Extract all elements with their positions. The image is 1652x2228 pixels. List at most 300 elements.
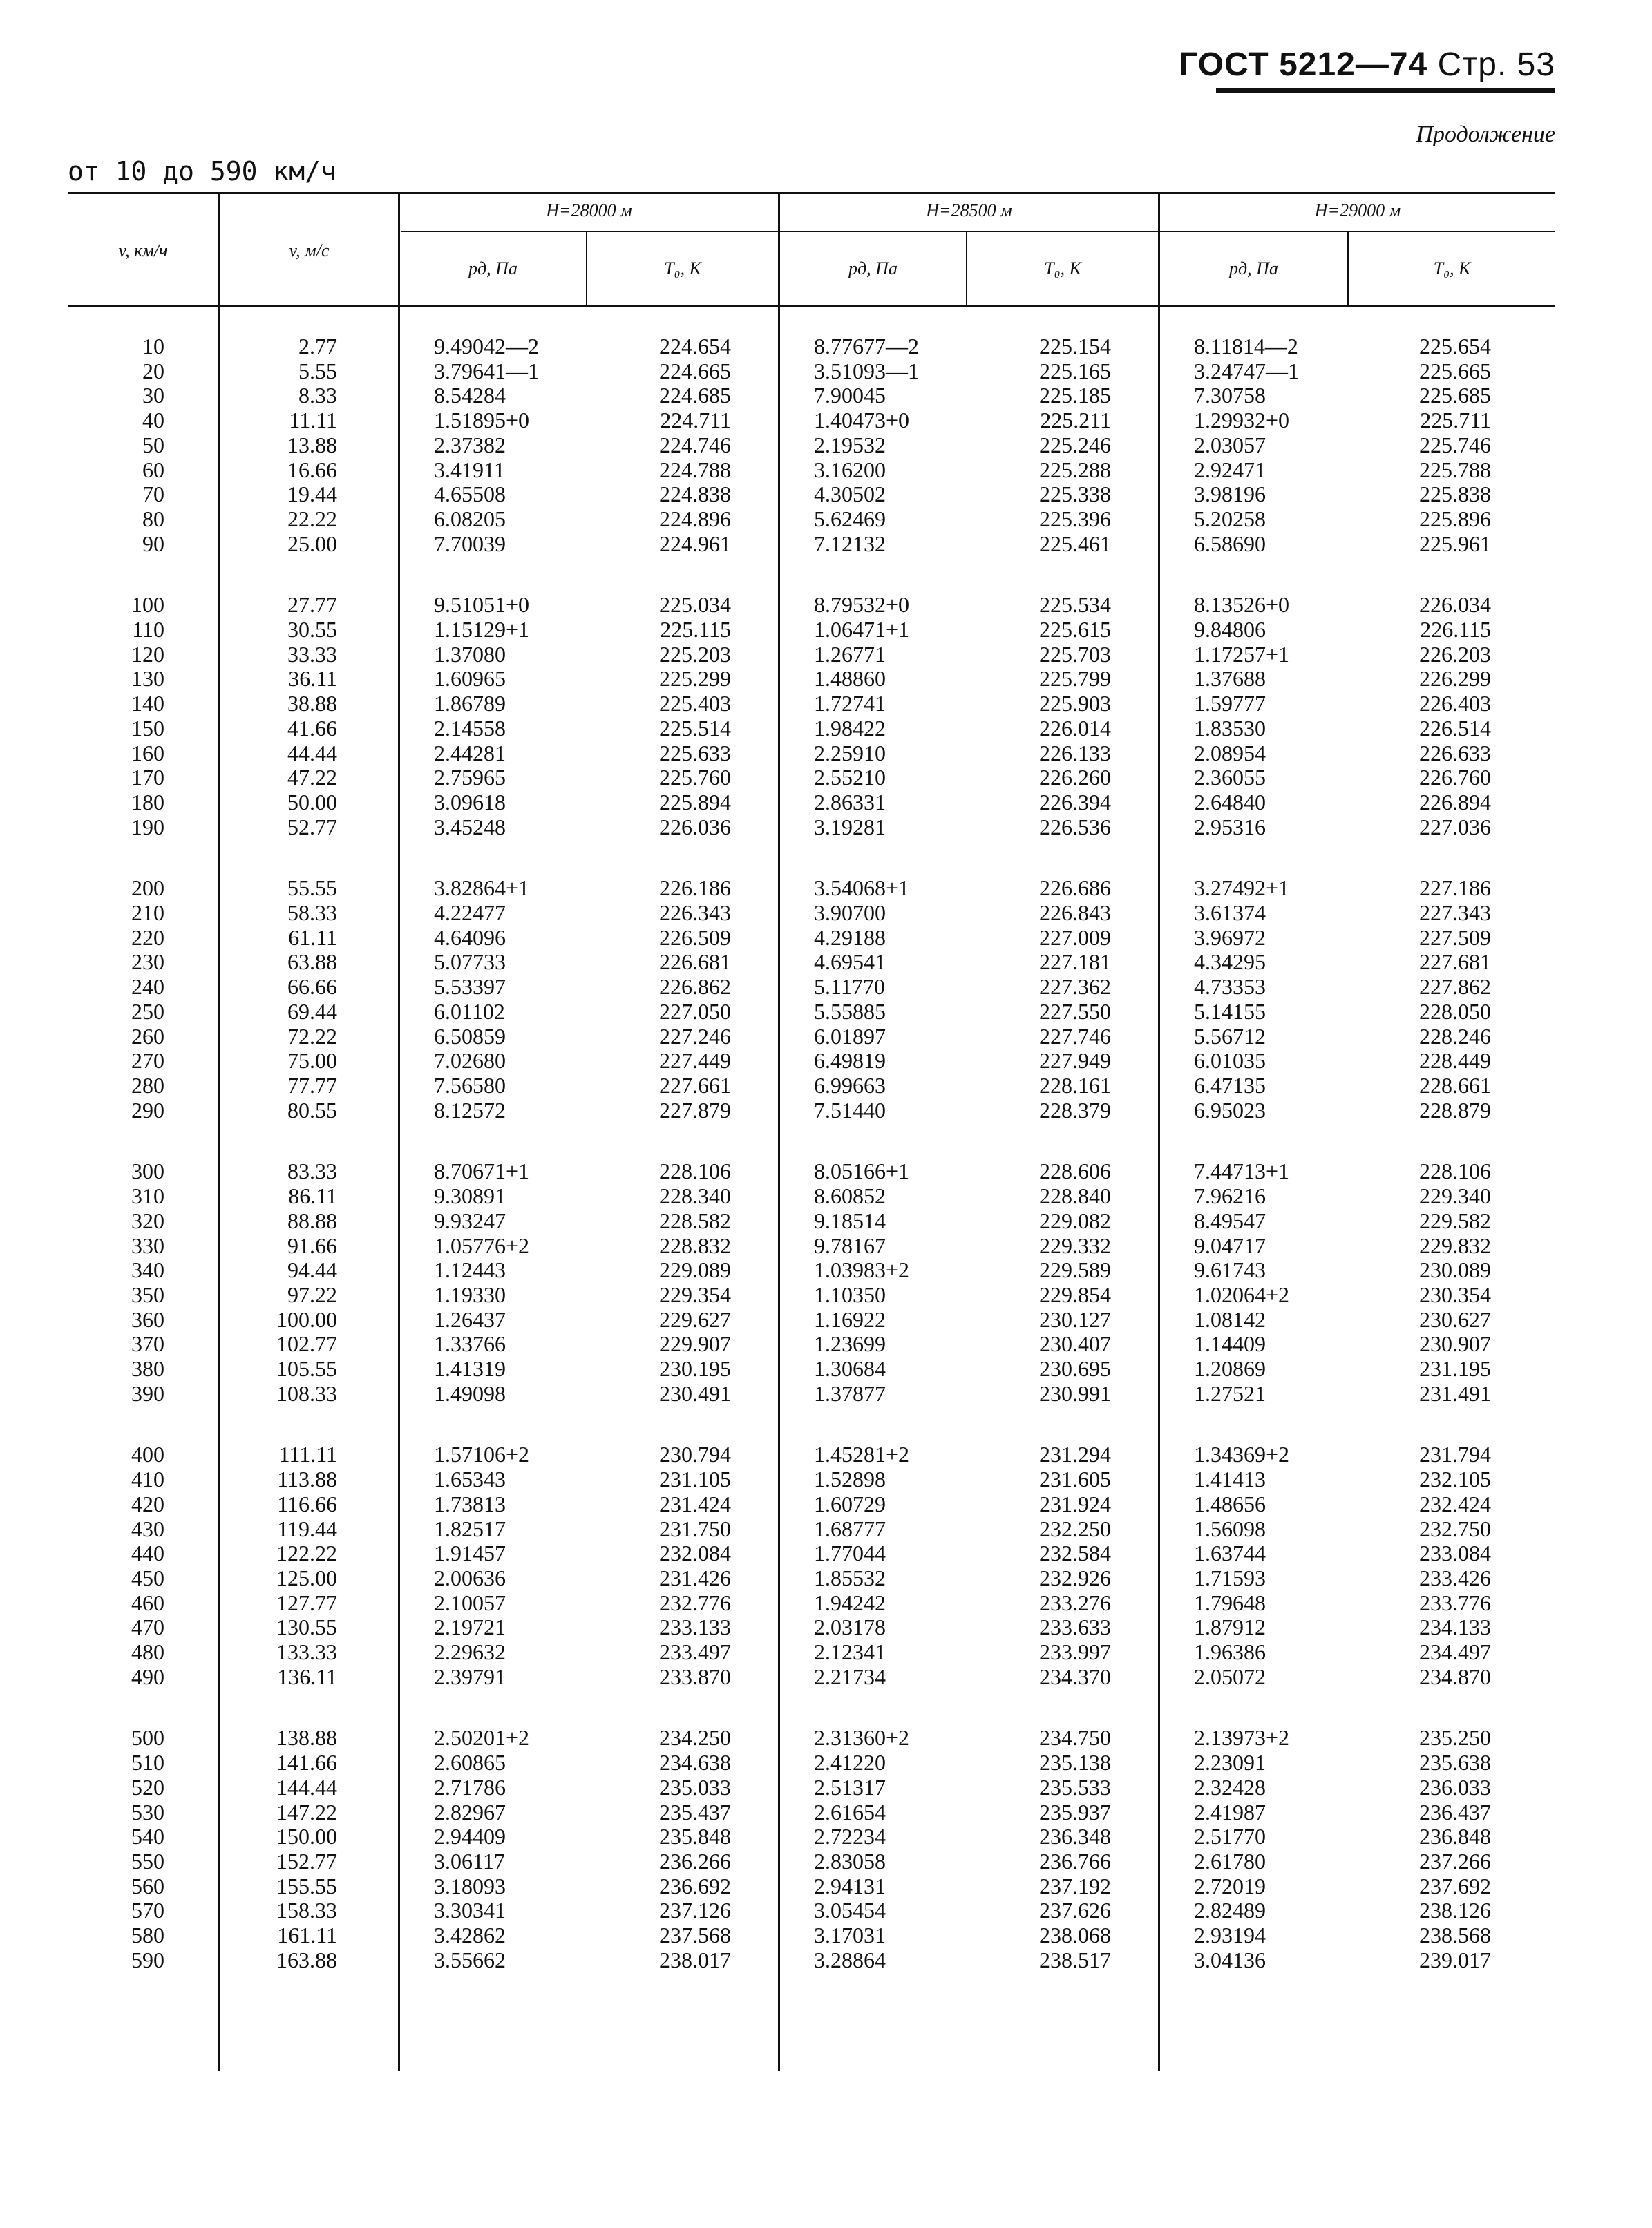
table-cell: 4.34295	[1194, 949, 1266, 975]
table-cell: 8.11814—2	[1194, 334, 1298, 359]
table-cell: 100	[131, 592, 164, 618]
table-cell: 5.07733	[434, 949, 506, 975]
table-cell: 228.246	[1419, 1023, 1491, 1049]
table-cell: 2.64840	[1194, 789, 1266, 815]
table-cell: 2.29632	[434, 1639, 506, 1665]
table-cell: 228.449	[1419, 1048, 1491, 1074]
row-group	[1387, 1159, 1491, 1406]
table-cell: 500	[131, 1725, 164, 1751]
table-cell: 226.862	[659, 974, 731, 1000]
continuation-label: Продолжение	[1416, 122, 1555, 147]
table-cell: 225.615	[1039, 617, 1111, 642]
table-cell: 233.997	[1039, 1639, 1111, 1665]
table-cell: 228.161	[1039, 1072, 1111, 1098]
table-cell: 2.77	[298, 334, 337, 359]
table-cell: 5.56712	[1194, 1023, 1266, 1049]
column-p-29000	[1194, 334, 1346, 2009]
table-cell: 270	[131, 1048, 164, 1074]
table-cell: 9.93247	[434, 1208, 506, 1233]
table-cell: 2.50201+2	[434, 1725, 530, 1751]
table-cell: 440	[131, 1541, 164, 1566]
table-cell: 1.91457	[434, 1541, 506, 1566]
table-cell: 3.17031	[814, 1923, 886, 1948]
table-cell: 6.50859	[434, 1023, 506, 1049]
table-cell: 225.154	[1039, 334, 1111, 359]
row-group	[1194, 1726, 1346, 1972]
table-cell: 470	[131, 1615, 164, 1640]
row-group	[1194, 593, 1346, 839]
table-cell: 8.70671+1	[434, 1159, 530, 1184]
table-cell: 1.73813	[434, 1491, 506, 1516]
table-cell: 3.41911	[434, 457, 505, 482]
table-cell: 3.55662	[434, 1947, 506, 1972]
table-cell: 8.49547	[1194, 1208, 1266, 1233]
row-group	[1387, 593, 1491, 839]
table-cell: 225.034	[659, 592, 731, 618]
table-cell: 2.37382	[434, 432, 506, 457]
table-cell: 160	[131, 740, 164, 765]
table-cell: 233.633	[1039, 1615, 1111, 1640]
table-cell: 226.014	[1039, 715, 1111, 741]
table-cell: 210	[131, 900, 164, 926]
table-cell: 3.79641—1	[434, 358, 539, 383]
table-cell: 225.534	[1039, 592, 1111, 618]
row-group	[434, 593, 586, 839]
table-cell: 6.58690	[1194, 531, 1266, 556]
table-cell: 226.633	[1419, 740, 1491, 765]
table-cell: 228.840	[1039, 1183, 1111, 1209]
data-table	[68, 192, 1555, 2071]
table-cell: 229.907	[659, 1331, 731, 1357]
table-cell: 91.66	[287, 1232, 337, 1258]
table-cell: 1.17257+1	[1194, 641, 1290, 667]
table-cell: 9.51051+0	[434, 592, 530, 618]
table-cell: 4.30502	[814, 482, 886, 507]
table-cell: 2.39791	[434, 1664, 506, 1689]
table-cell: 58.33	[287, 900, 337, 926]
col-divider	[1158, 192, 1160, 2071]
row-group	[1007, 1159, 1111, 1406]
table-cell: 225.788	[1419, 457, 1491, 482]
table-cell: 540	[131, 1824, 164, 1849]
table-cell: 226.394	[1039, 789, 1111, 815]
table-cell: 100.00	[276, 1306, 337, 1332]
table-cell: 1.94242	[814, 1590, 886, 1615]
table-cell: 8.13526+0	[1194, 592, 1290, 618]
table-cell: 3.05454	[814, 1898, 886, 1923]
table-cell: 238.068	[1039, 1923, 1111, 1948]
column-v-ms	[247, 334, 337, 2009]
table-cell: 6.49819	[814, 1048, 886, 1074]
table-cell: 66.66	[287, 974, 337, 1000]
table-cell: 36.11	[288, 666, 337, 692]
table-cell: 239.017	[1419, 1947, 1491, 1972]
table-cell: 225.633	[659, 740, 731, 765]
table-cell: 234.638	[659, 1750, 731, 1775]
table-cell: 150.00	[276, 1824, 337, 1849]
table-cell: 237.266	[1419, 1848, 1491, 1874]
table-cell: 1.85532	[814, 1565, 886, 1590]
table-cell: 220	[131, 924, 164, 950]
table-cell: 227.509	[1419, 924, 1491, 950]
row-group	[95, 1443, 164, 1689]
table-cell: 226.536	[1039, 814, 1111, 839]
row-group	[1194, 876, 1346, 1123]
table-cell: 233.133	[659, 1615, 731, 1640]
col-divider	[778, 192, 780, 2071]
header-rule	[1216, 88, 1555, 93]
table-cell: 227.661	[659, 1072, 731, 1098]
table-cell: 227.246	[659, 1023, 731, 1049]
row-group	[247, 876, 337, 1123]
table-cell: 228.379	[1039, 1097, 1111, 1123]
table-cell: 9.04717	[1194, 1232, 1266, 1258]
table-cell: 360	[131, 1306, 164, 1332]
table-cell: 225.246	[1039, 432, 1111, 457]
table-cell: 2.31360+2	[814, 1725, 910, 1751]
table-cell: 225.396	[1039, 506, 1111, 531]
table-cell: 224.665	[659, 358, 731, 383]
table-cell: 163.88	[276, 1947, 337, 1972]
table-cell: 7.56580	[434, 1072, 506, 1098]
table-cell: 105.55	[276, 1356, 337, 1382]
table-cell: 225.115	[660, 617, 731, 642]
table-cell: 6.95023	[1194, 1097, 1266, 1123]
table-cell: 226.133	[1039, 740, 1111, 765]
table-cell: 3.82864+1	[434, 875, 530, 901]
table-cell: 490	[131, 1664, 164, 1689]
standard-code: ГОСТ 5212—74	[1179, 46, 1428, 83]
table-cell: 227.343	[1419, 900, 1491, 926]
table-cell: 9.49042—2	[434, 334, 539, 359]
table-cell: 225.665	[1419, 358, 1491, 383]
header-p-3: pд, Па	[1229, 258, 1278, 278]
table-cell: 231.424	[659, 1491, 731, 1516]
table-cell: 460	[131, 1590, 164, 1615]
table-cell: 236.766	[1039, 1848, 1111, 1874]
table-cell: 2.03178	[814, 1615, 886, 1640]
table-cell: 200	[131, 875, 164, 901]
table-cell: 4.64096	[434, 924, 506, 950]
table-cell: 1.56098	[1194, 1516, 1266, 1541]
table-cell: 228.606	[1039, 1159, 1111, 1184]
table-cell: 2.75965	[434, 765, 506, 790]
table-cell: 231.294	[1039, 1442, 1111, 1467]
table-cell: 237.568	[659, 1923, 731, 1948]
table-cell: 229.354	[659, 1282, 731, 1307]
table-cell: 2.71786	[434, 1774, 506, 1800]
row-group	[1007, 593, 1111, 839]
table-cell: 226.115	[1420, 617, 1491, 642]
table-cell: 229.340	[1419, 1183, 1491, 1209]
table-cell: 234.750	[1039, 1725, 1111, 1751]
table-cell: 225.299	[659, 666, 731, 692]
table-cell: 1.68777	[814, 1516, 886, 1541]
table-cell: 225.203	[659, 641, 731, 667]
table-cell: 3.27492+1	[1194, 875, 1290, 901]
table-cell: 147.22	[276, 1799, 337, 1825]
table-cell: 8.60852	[814, 1183, 886, 1209]
table-cell: 2.82489	[1194, 1898, 1266, 1923]
table-cell: 2.13973+2	[1194, 1725, 1290, 1751]
table-cell: 234.133	[1419, 1615, 1491, 1640]
table-cell: 1.26771	[814, 641, 886, 667]
row-group	[1007, 1443, 1111, 1689]
table-cell: 5.55	[298, 358, 337, 383]
table-cell: 88.88	[287, 1208, 337, 1233]
table-cell: 2.23091	[1194, 1750, 1266, 1775]
table-cell: 480	[131, 1639, 164, 1665]
table-cell: 119.44	[277, 1516, 337, 1541]
table-cell: 233.276	[1039, 1590, 1111, 1615]
table-cell: 1.14409	[1194, 1331, 1266, 1357]
table-cell: 2.14558	[434, 715, 506, 741]
table-cell: 2.32428	[1194, 1774, 1266, 1800]
table-cell: 238.126	[1419, 1898, 1491, 1923]
table-cell: 2.61654	[814, 1799, 886, 1825]
table-cell: 2.51770	[1194, 1824, 1266, 1849]
table-cell: 2.72019	[1194, 1873, 1266, 1898]
table-cell: 225.185	[1039, 383, 1111, 408]
table-cell: 224.961	[659, 531, 731, 556]
table-cell: 229.089	[659, 1257, 731, 1283]
table-cell: 1.40473+0	[814, 408, 910, 433]
table-cell: 229.082	[1039, 1208, 1111, 1233]
table-cell: 2.94409	[434, 1824, 506, 1849]
table-cell: 155.55	[276, 1873, 337, 1898]
table-cell: 260	[131, 1023, 164, 1049]
row-group	[434, 1159, 586, 1406]
table-cell: 7.96216	[1194, 1183, 1266, 1209]
table-cell: 8.12572	[434, 1097, 506, 1123]
table-cell: 237.126	[659, 1898, 731, 1923]
table-cell: 152.77	[276, 1848, 337, 1874]
table-cell: 9.78167	[814, 1232, 886, 1258]
table-cell: 3.96972	[1194, 924, 1266, 950]
table-cell: 144.44	[276, 1774, 337, 1800]
table-cell: 310	[131, 1183, 164, 1209]
table-cell: 6.08205	[434, 506, 506, 531]
table-cell: 237.692	[1419, 1873, 1491, 1898]
table-cell: 2.03057	[1194, 432, 1266, 457]
table-cell: 2.25910	[814, 740, 886, 765]
table-cell: 234.497	[1419, 1639, 1491, 1665]
header-t-1: T₀, К	[664, 258, 701, 278]
table-cell: 225.903	[1039, 691, 1111, 716]
table-cell: 3.16200	[814, 457, 886, 482]
table-cell: 141.66	[276, 1750, 337, 1775]
table-cell: 7.70039	[434, 531, 506, 556]
table-cell: 11.11	[289, 408, 337, 433]
table-cell: 122.22	[276, 1541, 337, 1566]
row-group	[627, 593, 731, 839]
table-cell: 25.00	[287, 531, 337, 556]
table-cell: 232.584	[1039, 1541, 1111, 1566]
table-cell: 233.084	[1419, 1541, 1491, 1566]
page-title	[1179, 46, 1555, 84]
table-cell: 40	[142, 408, 164, 433]
table-cell: 530	[131, 1799, 164, 1825]
table-cell: 1.72741	[814, 691, 886, 716]
row-group	[95, 876, 164, 1123]
row-group	[814, 334, 966, 556]
table-cell: 230.089	[1419, 1257, 1491, 1283]
table-cell: 225.703	[1039, 641, 1111, 667]
table-cell: 1.15129+1	[434, 617, 530, 642]
table-cell: 102.77	[276, 1331, 337, 1357]
table-cell: 3.98196	[1194, 482, 1266, 507]
table-cell: 232.776	[659, 1590, 731, 1615]
header-t-2: T₀, К	[1044, 258, 1081, 278]
table-cell: 3.06117	[434, 1848, 505, 1874]
table-cell: 1.20869	[1194, 1356, 1266, 1382]
table-cell: 2.92471	[1194, 457, 1266, 482]
table-top-rule	[68, 192, 1555, 194]
row-group	[247, 1159, 337, 1406]
table-cell: 580	[131, 1923, 164, 1948]
table-cell: 230.627	[1419, 1306, 1491, 1332]
table-cell: 224.788	[659, 457, 731, 482]
table-cell: 226.034	[1419, 592, 1491, 618]
table-cell: 1.71593	[1194, 1565, 1266, 1590]
table-cell: 235.033	[659, 1774, 731, 1800]
row-group	[247, 334, 337, 556]
table-cell: 3.51093—1	[814, 358, 919, 383]
table-cell: 3.24747—1	[1194, 358, 1299, 383]
table-cell: 225.711	[1420, 408, 1491, 433]
table-cell: 230.354	[1419, 1282, 1491, 1307]
table-cell: 4.29188	[814, 924, 886, 950]
table-cell: 231.426	[659, 1565, 731, 1590]
table-cell: 1.98422	[814, 715, 886, 741]
table-cell: 61.11	[288, 924, 337, 950]
table-cell: 233.426	[1419, 1565, 1491, 1590]
table-cell: 9.84806	[1194, 617, 1266, 642]
table-cell: 2.00636	[434, 1565, 506, 1590]
table-cell: 7.51440	[814, 1097, 886, 1123]
table-cell: 229.832	[1419, 1232, 1491, 1258]
table-cell: 133.33	[276, 1639, 337, 1665]
table-cell: 3.42862	[434, 1923, 506, 1948]
column-v-kmh	[95, 334, 164, 2009]
table-cell: 4.22477	[434, 900, 506, 926]
row-group	[1007, 334, 1111, 556]
table-cell: 510	[131, 1750, 164, 1775]
table-cell: 226.403	[1419, 691, 1491, 716]
table-cell: 10	[142, 334, 164, 359]
table-cell: 2.41220	[814, 1750, 886, 1775]
table-cell: 2.94131	[814, 1873, 886, 1898]
table-cell: 225.894	[659, 789, 731, 815]
table-cell: 110	[132, 617, 164, 642]
table-cell: 229.332	[1039, 1232, 1111, 1258]
table-cell: 38.88	[287, 691, 337, 716]
table-cell: 232.750	[1419, 1516, 1491, 1541]
table-cell: 227.879	[659, 1097, 731, 1123]
table-cell: 227.181	[1039, 949, 1111, 975]
table-cell: 1.02064+2	[1194, 1282, 1290, 1307]
table-cell: 75.00	[287, 1048, 337, 1074]
table-cell: 80	[142, 506, 164, 531]
table-cell: 228.879	[1419, 1097, 1491, 1123]
table-cell: 7.44713+1	[1194, 1159, 1290, 1184]
row-group	[627, 1726, 731, 1972]
table-cell: 550	[131, 1848, 164, 1874]
table-cell: 238.017	[659, 1947, 731, 1972]
row-group	[627, 876, 731, 1123]
table-cell: 72.22	[287, 1023, 337, 1049]
table-cell: 1.86789	[434, 691, 506, 716]
header-h-29000: H=29000 м	[1314, 200, 1401, 220]
table-cell: 225.211	[1040, 408, 1111, 433]
table-cell: 340	[131, 1257, 164, 1283]
row-group	[627, 334, 731, 556]
table-cell: 232.084	[659, 1541, 731, 1566]
table-cell: 125.00	[276, 1565, 337, 1590]
table-cell: 77.77	[287, 1072, 337, 1098]
table-cell: 227.862	[1419, 974, 1491, 1000]
table-cell: 1.10350	[814, 1282, 886, 1307]
table-cell: 228.661	[1419, 1072, 1491, 1098]
table-cell: 3.30341	[434, 1898, 506, 1923]
table-cell: 127.77	[276, 1590, 337, 1615]
table-cell: 230.991	[1039, 1380, 1111, 1406]
table-cell: 8.79532+0	[814, 592, 910, 618]
table-cell: 236.033	[1419, 1774, 1491, 1800]
row-group	[434, 334, 586, 556]
table-cell: 2.60865	[434, 1750, 506, 1775]
table-cell: 30.55	[287, 617, 337, 642]
table-cell: 380	[131, 1356, 164, 1382]
table-cell: 228.832	[659, 1232, 731, 1258]
table-cell: 136.11	[277, 1664, 337, 1689]
table-cell: 225.685	[1419, 383, 1491, 408]
column-t-28500	[1007, 334, 1111, 2009]
table-cell: 2.83058	[814, 1848, 886, 1874]
row-group	[814, 593, 966, 839]
table-cell: 1.41413	[1194, 1467, 1266, 1492]
table-cell: 238.517	[1039, 1947, 1111, 1972]
table-cell: 226.036	[659, 814, 731, 839]
table-cell: 41.66	[287, 715, 337, 741]
table-cell: 226.299	[1419, 666, 1491, 692]
table-cell: 230.127	[1039, 1306, 1111, 1332]
row-group	[434, 1443, 586, 1689]
table-cell: 108.33	[276, 1380, 337, 1406]
table-cell: 50.00	[287, 789, 337, 815]
table-cell: 231.924	[1039, 1491, 1111, 1516]
table-cell: 1.03983+2	[814, 1257, 910, 1283]
table-cell: 8.77677—2	[814, 334, 919, 359]
table-cell: 2.19721	[434, 1615, 506, 1640]
table-cell: 237.192	[1039, 1873, 1111, 1898]
table-cell: 224.746	[659, 432, 731, 457]
table-cell: 560	[131, 1873, 164, 1898]
table-cell: 2.72234	[814, 1824, 886, 1849]
table-cell: 69.44	[287, 998, 337, 1024]
table-cell: 224.685	[659, 383, 731, 408]
table-cell: 20	[142, 358, 164, 383]
table-cell: 1.23699	[814, 1331, 886, 1357]
row-group	[95, 1159, 164, 1406]
table-cell: 235.533	[1039, 1774, 1111, 1800]
table-cell: 3.09618	[434, 789, 506, 815]
table-cell: 47.22	[287, 765, 337, 790]
table-cell: 2.19532	[814, 432, 886, 457]
table-cell: 234.870	[1419, 1664, 1491, 1689]
row-group	[814, 876, 966, 1123]
row-group	[1387, 1443, 1491, 1689]
